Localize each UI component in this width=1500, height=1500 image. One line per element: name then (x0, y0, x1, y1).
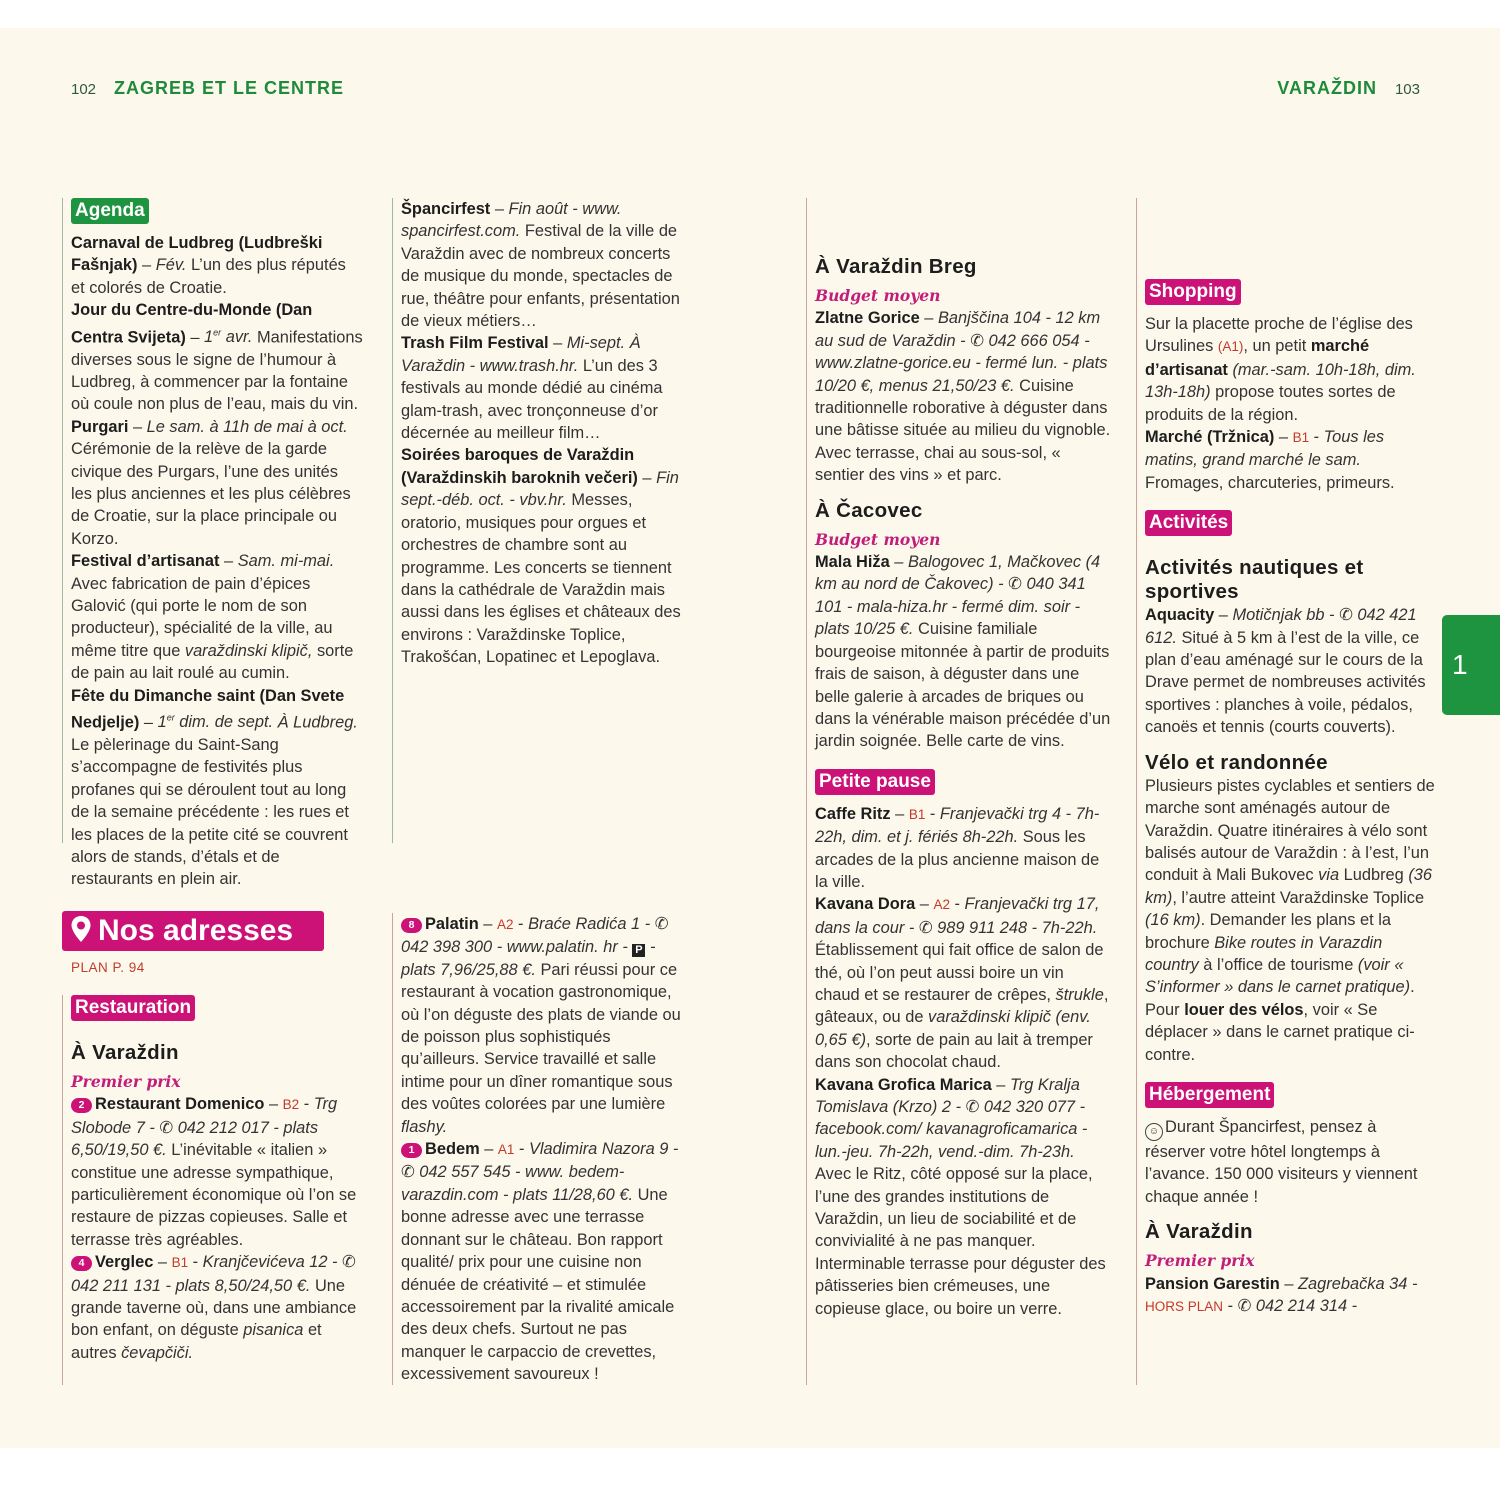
agenda-column-1 (62, 198, 363, 889)
listing-kavana-dora: Kavana Dora – A2 - Franjevački trg 17, dans la cour - ✆ 989 911 248 - 7h-22h. Établissement qui fait office de salon de thé, où l’on peut aussi boire un vin chaud et se restaurer de crêpes, štrukle, gâteaux, ou de varaždinski klipič (env. 0,65 €), sorte de pain au lait à tremper dans son chocolat chaud. (815, 895, 1109, 1072)
hebergement-heading: Hébergement (1145, 1082, 1274, 1108)
right-page-column-2 (1136, 198, 1437, 1385)
shopping-entry: Sur la placette proche de l’église des Ursulines (A1), un petit marché d’artisanat (mar.-sam. 10h-18h, dim. 13h-18h) propose toutes sortes de produits de la région. (1145, 315, 1416, 424)
map-number-badge: 8 (401, 918, 422, 933)
left-chapter-title: ZAGREB ET LE CENTRE (114, 78, 345, 98)
left-running-head (71, 78, 344, 99)
agenda-entry: Festival d’artisanat – Sam. mi-mai. Avec fabrication de pain d’épices Galović (qui porte le nom de son producteur), spécialité de la ville, au même titre que varaždinski klipič, sorte de pain au lait roulé au cumin. (71, 552, 354, 683)
listing-verglec: 4 Verglec – B1 - Kranjčevićeva 12 - ✆ 042 211 131 - plats 8,50/24,50 €. Une grande taverne où, dans une ambiance bon enfant, on déguste pisanica et autres čevapčiči. (71, 1253, 357, 1362)
agenda-entry: Trash Film Festival – Mi-sept. À Varaždin - www.trash.hr. L’un des 3 festivals au monde dédié au cinéma glam-trash, avec tronçonneuse d’or décernée au meilleur film… (401, 334, 663, 443)
parking-icon: P (632, 944, 645, 957)
cycling-text: Plusieurs pistes cyclables et sentiers de marche sont aménagés autour de Varaždin. Quatre itinéraires à vélo sont balisés autour de Varaždin : à l’est, l’un conduit à Mali Bukovec via Ludbreg (36 km), l’autre atteint Varaždinske Toplice (16 km). Demander les plans et la brochure Bike routes in Varazdin country à l’office de tourisme (voir « S’informer » dans le carnet pratique). (1145, 776, 1435, 997)
restauration-column-2 (392, 913, 691, 1385)
left-page-number: 102 (71, 81, 97, 98)
price-category: Premier prix (71, 1072, 181, 1091)
activity-subheading: Vélo et randonnée (1145, 750, 1328, 774)
right-page-number: 103 (1394, 81, 1420, 98)
listing-pansion-garestin: Pansion Garestin – Zagrebačka 34 - HORS PLAN - ✆ 042 214 314 - (1145, 1274, 1418, 1315)
shopping-heading: Shopping (1145, 279, 1241, 305)
tip-text: ☺ Durant Špancirfest, pensez à réserver votre hôtel longtemps à l’avance. 150 000 visiteurs y viennent chaque année ! (1145, 1117, 1418, 1206)
map-number-badge: 4 (71, 1256, 92, 1271)
city-heading: À Čacovec (815, 498, 923, 522)
restauration-heading: Restauration (71, 995, 195, 1021)
agenda-entry: Špancirfest – Fin août - www. spancirfest.com. Festival de la ville de Varaždin avec de nombreux concerts de musique du monde, spectacles de rue, théâtre pour enfants, présentation de vieux métiers… (401, 200, 680, 331)
price-category: Budget moyen (815, 286, 941, 305)
phone-icon: ✆ (159, 1118, 178, 1137)
phone-icon: ✆ (1008, 575, 1027, 594)
city-heading: À Varaždin (1145, 1220, 1253, 1244)
bike-rental-text: Pour louer des vélos, voir « Se déplacer » dans le carnet pratique ci-contre. (1145, 1000, 1415, 1064)
right-running-head (1277, 78, 1420, 99)
restauration-column-1 (62, 995, 363, 1385)
activity-subheading: Activités nautiques et sportives (1145, 556, 1364, 604)
shopping-entry: Marché (Tržnica) – B1 - Tous les matins, grand marché le sam. Fromages, charcuteries, primeurs. (1145, 428, 1395, 492)
plan-reference: PLAN P. 94 (71, 960, 145, 975)
phone-icon: ✆ (970, 331, 989, 350)
smiley-tip-icon: ☺ (1145, 1123, 1163, 1141)
map-pin-icon (70, 914, 92, 942)
listing-kavana-grofica-marica: Kavana Grofica Marica – Trg Kralja Tomislava (Krzo) 2 - ✆ 042 320 077 - facebook.com/ kavanagroficamarica - lun.-jeu. 7h-22h, vend.-dim. 7h-23h. Avec le Ritz, côté opposé sur la place, l’une des grandes institutions de Varaždin, un lieu de sociabilité et de convivialité à ne pas manquer. Interminable terrasse pour déguster des pâtisseries bien crémeuses, une copieuse glace, ou boire un verre. (815, 1075, 1106, 1318)
listing-domenico: 2 Restaurant Domenico – B2 - Trg Slobode 7 - ✆ 042 212 017 - plats 6,50/19,50 €. L’inévitable « italien » constitue une adresse sympathique, particulièrement économique où l’on se restaure de pizzas copieuses. Salle et terrasse très agréables. (71, 1095, 357, 1249)
phone-icon: ✆ (342, 1253, 356, 1272)
agenda-entry: Carnaval de Ludbreg (Ludbreški Fašnjak) – Fév. L’un des plus réputés et colorés de Croatie. (71, 234, 346, 297)
price-category: Premier prix (1145, 1251, 1255, 1271)
agenda-column-2 (392, 198, 691, 843)
agenda-entry: Purgari – Le sam. à 11h de mai à oct. Cérémonie de la relève de la garde civique des Purgars, l’une des unités les plus anciennes et les plus célèbres de Croatie, sur la place principale ou Korzo. (71, 417, 351, 548)
activites-heading: Activités (1145, 510, 1232, 536)
phone-icon: ✆ (401, 1163, 420, 1182)
listing-caffe-ritz: Caffe Ritz – B1 - Franjevački trg 4 - 7h-22h, dim. et j. fériés 8h-22h. Sous les arcades de la plus ancienne maison de la ville. (815, 804, 1100, 891)
city-heading: À Varaždin (71, 1041, 179, 1064)
price-category: Budget moyen (815, 529, 941, 549)
phone-icon: ✆ (1237, 1297, 1256, 1315)
petite-pause-heading: Petite pause (815, 769, 935, 795)
nos-adresses-banner (62, 911, 324, 951)
phone-icon: ✆ (965, 1098, 984, 1116)
right-page-column-1 (806, 198, 1111, 1385)
nos-adresses-title: Nos adresses (98, 914, 294, 947)
chapter-tab[interactable]: 1 (1442, 615, 1500, 715)
listing-palatin: 8 Palatin – A2 - Braće Radića 1 - ✆ 042 398 300 - www.palatin. hr - P - plats 7,96/25,88 €. Pari réussi pour ce restaurant à vocation gastronomique, où l’on déguste des plats de viande ou de poisson plus sophistiqués qu’ailleurs. Service travaillé et salle intime pour un dîner romantique sous des voûtes colorées par une lumière flashy. (401, 915, 681, 1136)
phone-icon: ✆ (654, 915, 669, 933)
phone-icon: ✆ (1339, 606, 1358, 625)
agenda-entry: Jour du Centre-du-Monde (Dan Centra Svijeta) – 1er avr. Manifestations diverses sous le signe de l’humour à Ludbreg, à commencer par la fontaine où coule non plus de l’eau, mais du vin. (71, 301, 363, 414)
agenda-entry: Fête du Dimanche saint (Dan Svete Nedjelje) – 1er dim. de sept. À Ludbreg. Le pèlerinage du Saint-Sang s’accompagne de festivités plus profanes qui se déroulent tout au long de la semaine précédente : les rues et les places de la petite cité se couvrent alors de stands, d’étals et de restaurants en plein air. (71, 686, 358, 889)
map-number-badge: 2 (71, 1098, 92, 1113)
city-heading: À Varaždin Breg (815, 255, 977, 278)
right-chapter-title: VARAŽDIN (1277, 78, 1377, 98)
map-number-badge: 1 (401, 1143, 422, 1158)
listing-aquacity: Aquacity – Motičnjak bb - ✆ 042 421 612. Situé à 5 km à l’est de la ville, ce plan d’eau aménagé sur le cours de la Drave permet de nombreuses activités sportives : planches à voile, pédalos, canoës et tennis (courts couverts). (1145, 606, 1426, 737)
phone-icon: ✆ (918, 918, 938, 937)
listing-mala-hiza: Mala Hiža – Balogovec 1, Mačkovec (4 km au nord de Čakovec) - ✆ 040 341 101 - mala-hiza.hr - fermé dim. soir - plats 10/25 €. Cuisine familiale bourgeoise mitonnée à partir de produits frais de saison, à déguster dans une belle galerie à arcades de briques ou dans la vénérable maison précédée d’un jardin soignée. Belle carte de vins. (815, 553, 1111, 751)
agenda-heading: Agenda (71, 198, 149, 224)
listing-bedem: 1 Bedem – A1 - Vladimira Nazora 9 - ✆ 042 557 545 - www. bedem-varazdin.com - plats 11/28,60 €. Une bonne adresse avec une terrasse donnant sur le château. Bon rapport qualité/ prix pour une cuisine non dénuée de créativité – et stimulée accessoirement par la rivalité amicale des deux chefs. Surtout ne pas manquer le carpaccio de crevettes, excessivement savoureux ! (401, 1140, 679, 1384)
listing-zlatne-gorice: Zlatne Gorice – Banjščina 104 - 12 km au sud de Varaždin - ✆ 042 666 054 - www.zlatne-gorice.eu - fermé lun. - plats 10/20 €, menus 21,50/23 €. Cuisine traditionnelle roborative à déguster dans une bâtisse située au milieu du vignoble. Avec terrasse, chai au sous-sol, « sentier des vins » et parc. (815, 309, 1111, 485)
agenda-entry: Soirées baroques de Varaždin (Varaždinskih baroknih večeri) – Fin sept.-déb. oct. - vbv.hr. Messes, oratorio, musiques pour orgues et orchestres de chambre sont au programme. Les concerts se tiennent dans la cathédrale de Varaždin mais aussi dans les églises et châteaux des environs : Varaždinske Toplice, Trakošćan, Lopatinec et Lepoglava. (401, 446, 681, 667)
